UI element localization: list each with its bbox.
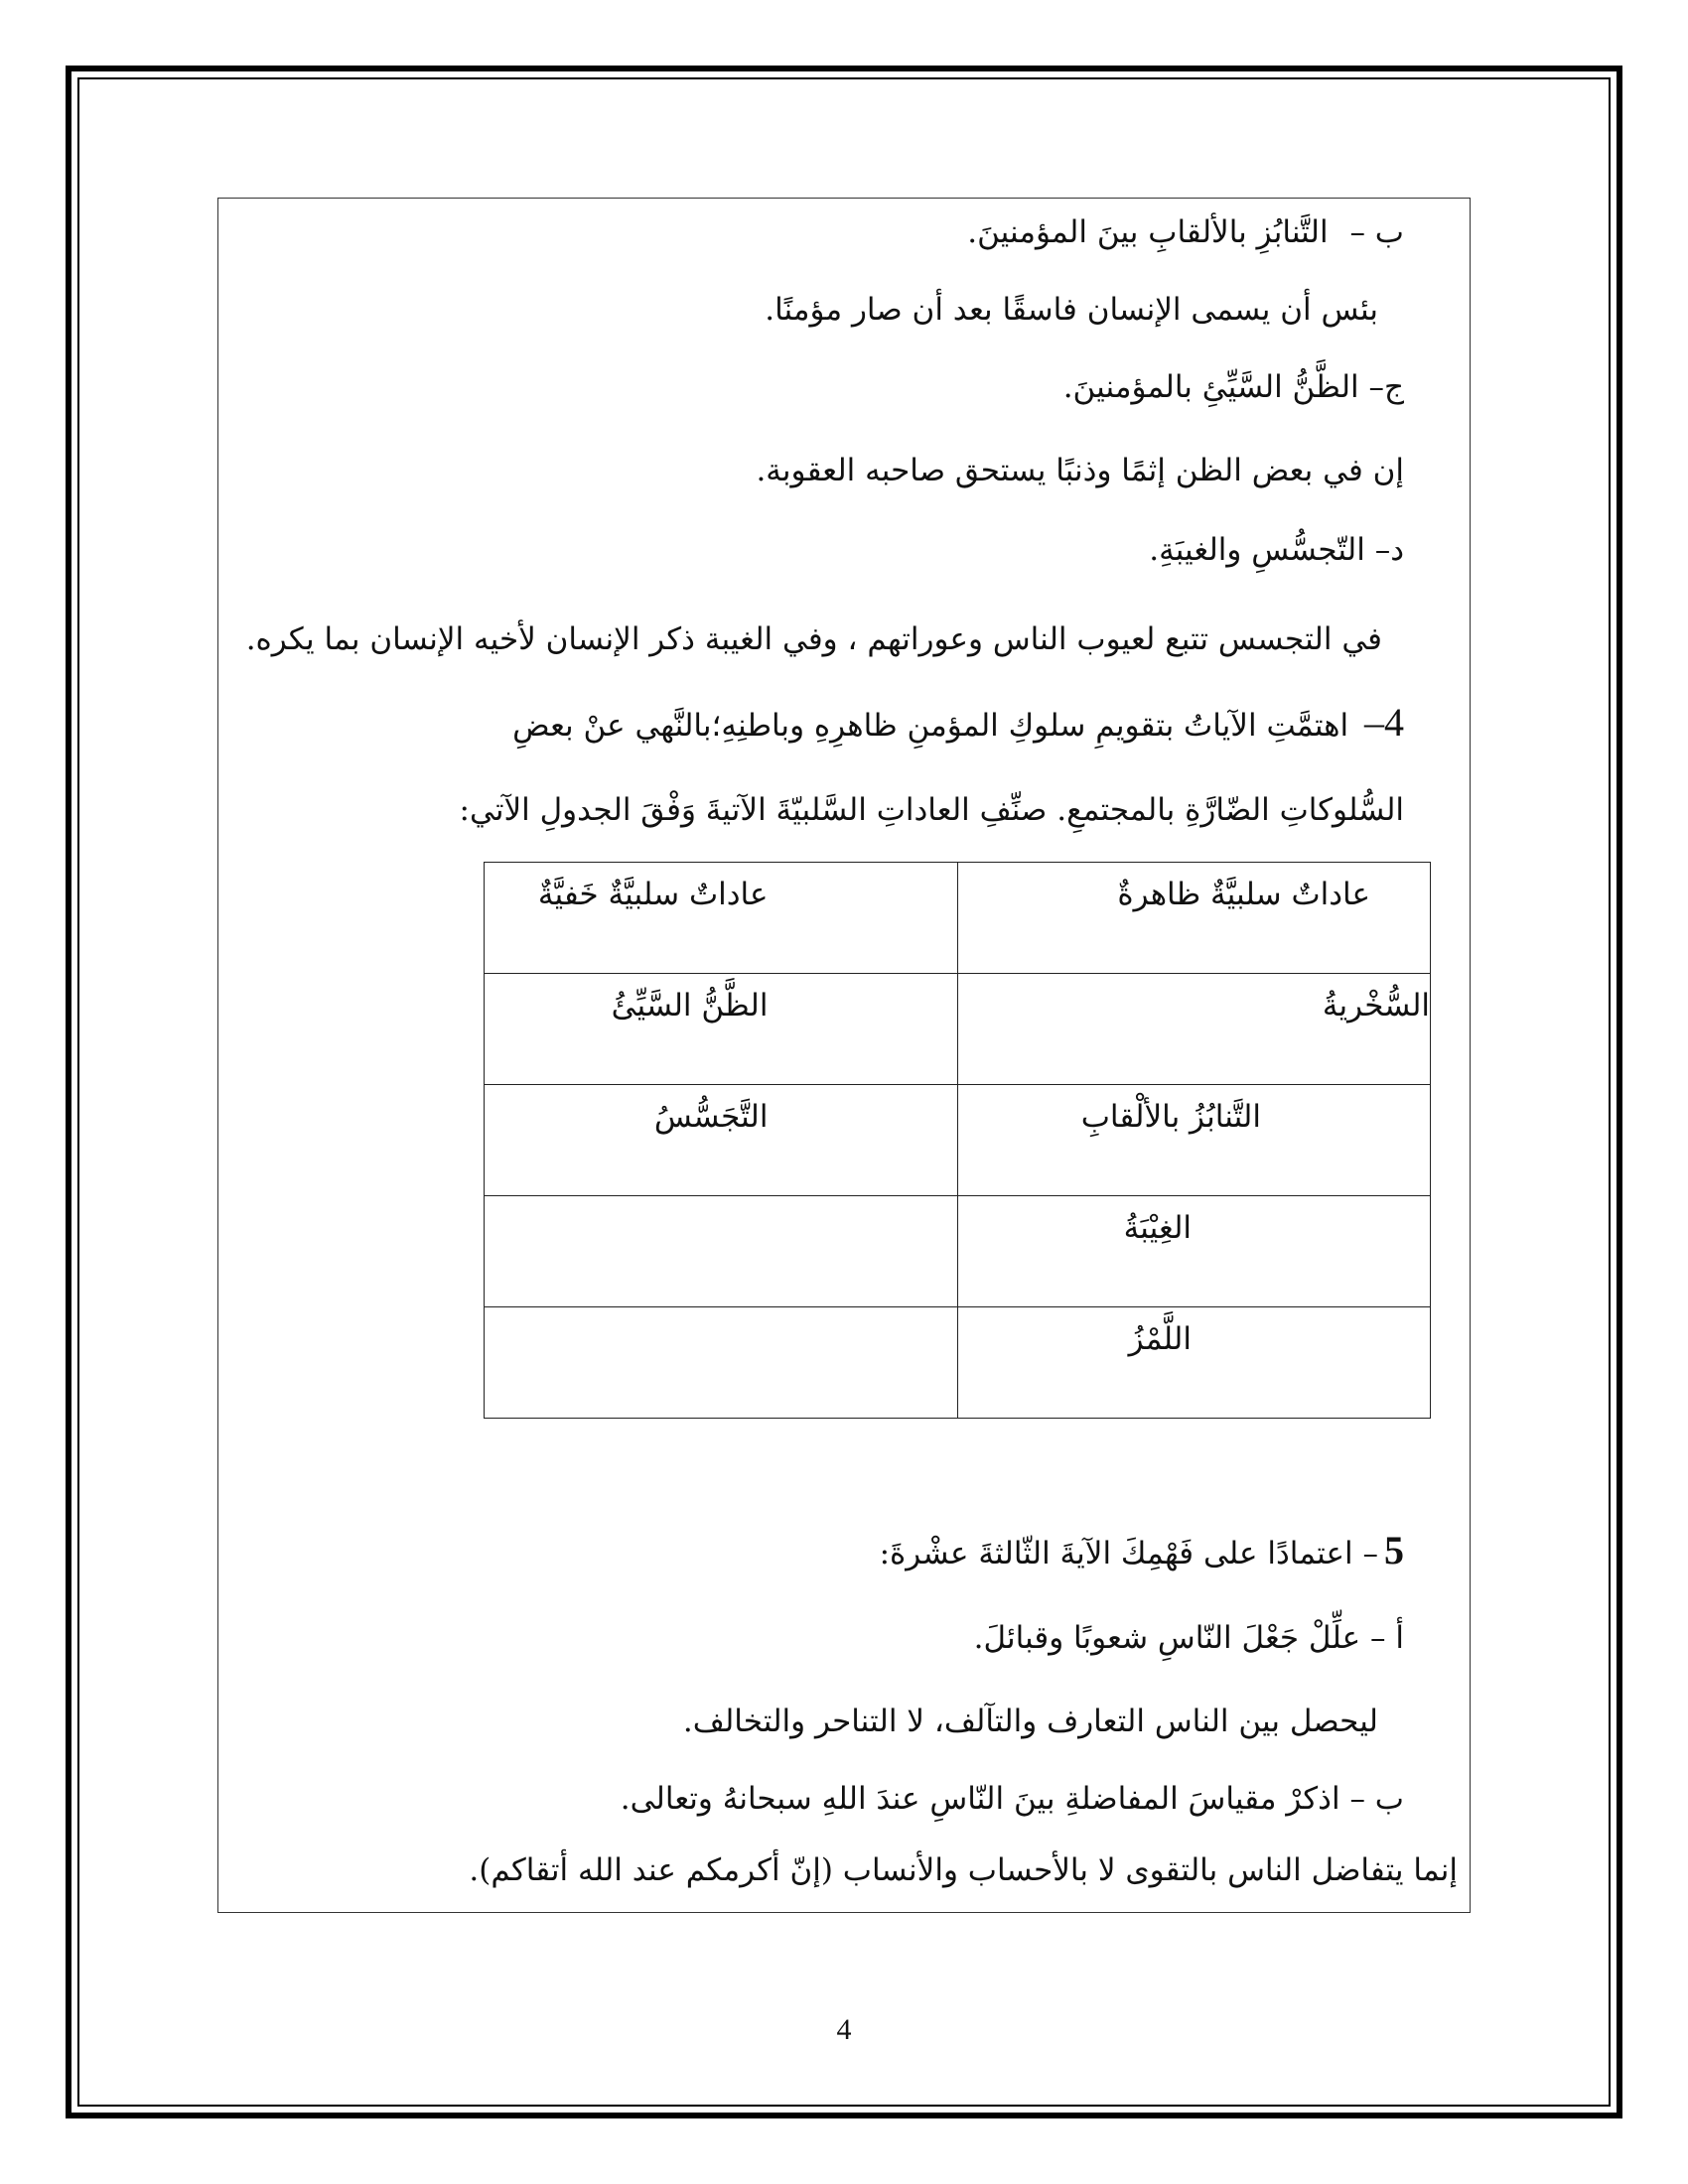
question-5-title: [880, 1529, 1404, 1575]
table-cell: الغِيْبَةُ: [957, 1196, 1431, 1307]
question-5-number: 5: [1384, 1528, 1404, 1572]
table-cell: التَّنابُزُ بالألْقابِ: [957, 1085, 1431, 1196]
table-row: [485, 1196, 1431, 1307]
table-row: [485, 1307, 1431, 1419]
table-cell: التَّجَسُّسُ: [485, 1085, 958, 1196]
question-4-text-1: اهتمَّتِ الآياتُ بتقويمِ سلوكِ المؤمنِ ظاهرِهِ وباطنِهِ؛بالنَّهي عنْ بعضِ: [512, 708, 1349, 744]
table-row: [485, 974, 1431, 1085]
table-cell: الظَّنُّ السَّيِّئُ: [485, 974, 958, 1085]
item-d-answer: في التجسس تتبع لعيوب الناس وعوراتهم ، وفي الغيبة ذكر الإنسان لأخيه الإنسان بما يكره.: [245, 621, 1382, 657]
table-header-row: [485, 863, 1431, 974]
table-header-visible: عاداتٌ سلبيَّةٌ ظاهرةٌ: [957, 863, 1431, 974]
item-b-text: التَّنابُزِ بالألقابِ بينَ المؤمنينَ.: [967, 214, 1329, 250]
classification-table: [484, 862, 1431, 1419]
table-cell: السُّخْريةُ: [957, 974, 1431, 1085]
item-b-title: [967, 210, 1404, 254]
table-cell: [485, 1196, 958, 1307]
item-b-answer: بئس أن يسمى الإنسان فاسقًا بعد أن صار مؤمنًا.: [765, 292, 1378, 328]
item-b2-answer: إنما يتفاضل الناس بالتقوى لا بالأحساب والأنساب (إنّ أكرمكم عند الله أتقاكم).: [469, 1852, 1458, 1888]
question-4-number: 4–: [1364, 700, 1404, 745]
item-b-prefix: ب –: [1349, 214, 1404, 250]
table-cell: اللَّمْزُ: [957, 1307, 1431, 1419]
item-b2-title: ب – اذكرْ مقياسَ المفاضلةِ بينَ النّاسِ عندَ اللهِ سبحانهُ وتعالى.: [620, 1781, 1404, 1817]
table-cell: [485, 1307, 958, 1419]
question-4-line-1: [512, 701, 1404, 748]
item-j-title: ج– الظَّنُّ السَّيِّئِ بالمؤمنينَ.: [1062, 369, 1404, 405]
item-j-answer: إن في بعض الظن إثمًا وذنبًا يستحق صاحبه العقوبة.: [756, 453, 1404, 488]
question-4-line-2: السُّلوكاتِ الضّارَّةِ بالمجتمعِ. صنِّفِ العاداتِ السَّلبيّةَ الآتيةَ وَفْقَ الجدولِ الآتي:: [459, 792, 1404, 828]
question-5-text: – اعتمادًا على فَهْمِكَ الآيةَ الثّالثةَ عشْرةَ:: [879, 1536, 1378, 1571]
item-a-answer: ليحصل بين الناس التعارف والتآلف، لا التناحر والتخالف.: [682, 1704, 1378, 1739]
item-a-title: أ – علِّلْ جَعْلَ النّاسِ شعوبًا وقبائلَ.: [973, 1620, 1404, 1656]
page-number: 4: [836, 2013, 852, 2046]
table-header-hidden: عاداتٌ سلبيَّةٌ خَفيَّةٌ: [485, 863, 958, 974]
table-row: [485, 1085, 1431, 1196]
item-d-title: د– التّجسُّسِ والغيبَةِ.: [1149, 532, 1404, 568]
